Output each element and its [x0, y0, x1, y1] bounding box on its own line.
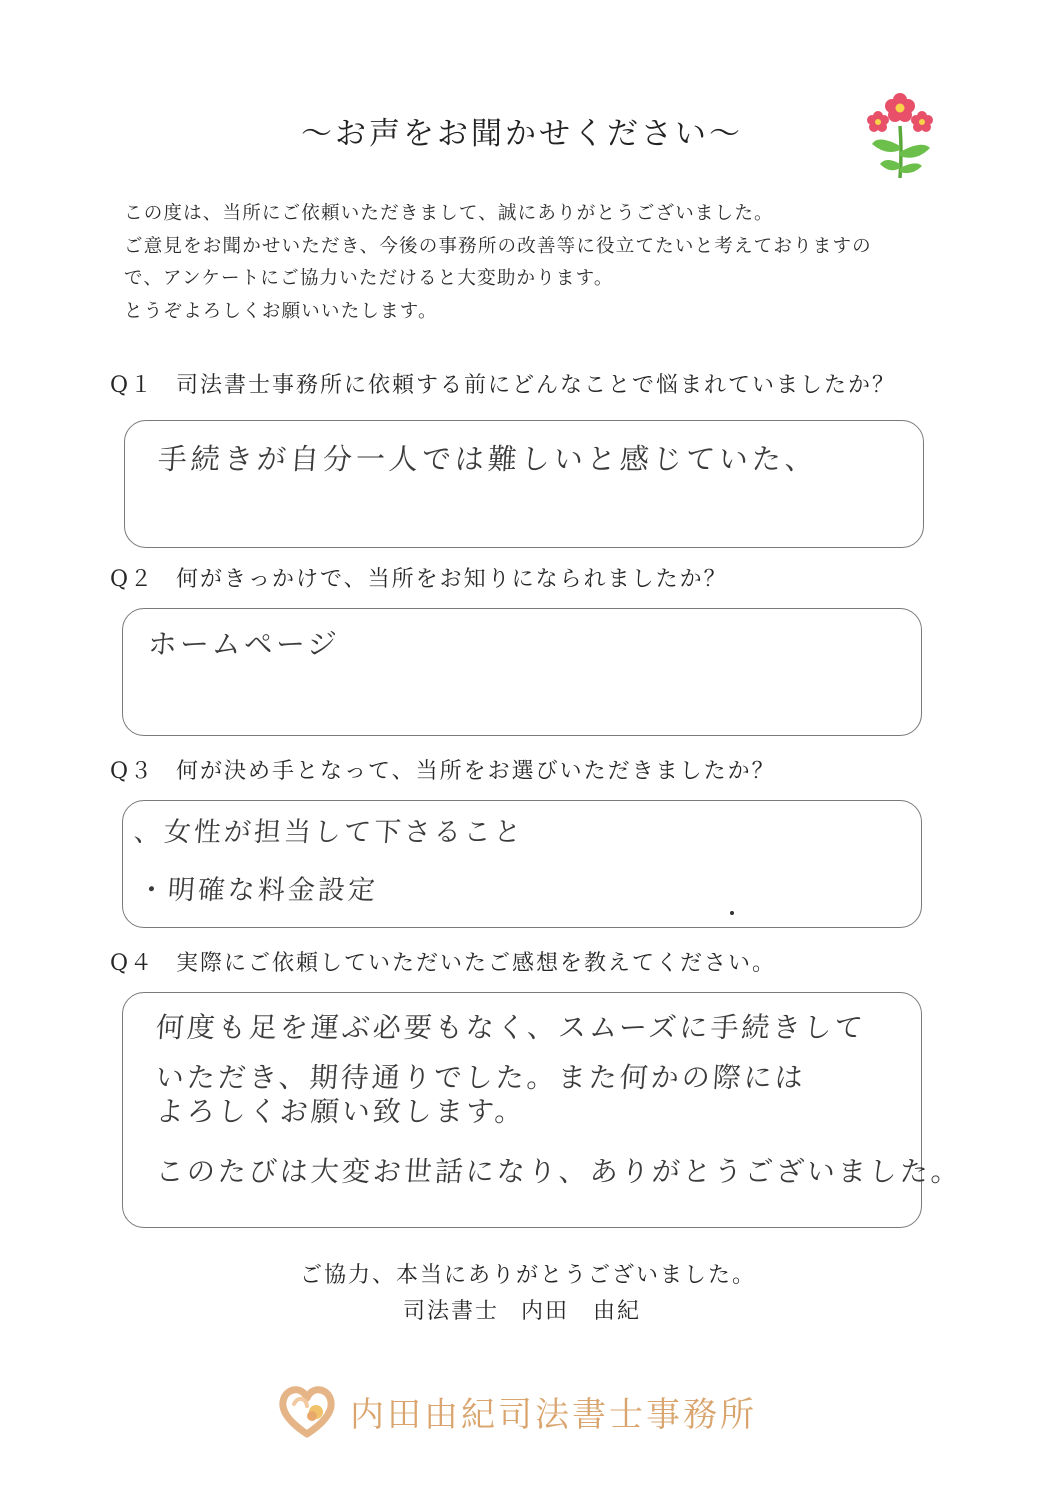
question-2	[110, 562, 728, 593]
closing-thanks: ご協力、本当にありがとうございました。	[299, 1263, 756, 1288]
answer-text: 何度も足を運ぶ必要もなく、スムーズに手続きして	[154, 1011, 867, 1044]
question-4	[110, 946, 776, 977]
question-number: Q３	[110, 759, 155, 784]
ink-dot	[730, 911, 734, 915]
page-title: ～お声をお聞かせください～	[301, 116, 743, 152]
question-text: 司法書士事務所に依頼する前にどんなことで悩まれていましたか？	[176, 373, 897, 398]
answer-text: このたびは大変お世話になり、ありがとうございました。	[154, 1155, 964, 1188]
answer-text: ・明確な料金設定	[136, 875, 379, 906]
flower-icon	[864, 86, 936, 182]
heart-logo-icon	[276, 1380, 338, 1442]
signature-title: 司法書士	[402, 1299, 499, 1324]
signature-name: 内田 由紀	[521, 1299, 642, 1324]
intro-line: とうぞよろしくお願いいたします。	[124, 300, 438, 322]
question-3	[110, 754, 776, 785]
question-number: Q２	[110, 567, 155, 592]
answer-text: 、女性が担当して下さること	[132, 817, 525, 848]
answer-text: 手続きが自分一人では難しいと感じていた、	[156, 442, 820, 476]
office-logo	[276, 1376, 757, 1446]
intro-line: この度は、当所にご依頼いただきまして、誠にありがとうございました。	[124, 203, 774, 224]
question-text: 実際にご依頼していただいたご感想を教えてください。	[176, 951, 777, 976]
answer-text: いただき、期待通りでした。また何かの際には	[154, 1061, 807, 1094]
answer-text: よろしくお願い致します。	[154, 1095, 527, 1128]
logo-text: 内田由紀司法書士事務所	[350, 1394, 757, 1435]
signature	[0, 1294, 1044, 1325]
intro-line: ご意見をお聞かせいただき、今後の事務所の改善等に役立てたいと考えておりますの	[124, 235, 872, 257]
question-number: Q４	[110, 951, 155, 976]
question-number: Q１	[110, 373, 155, 398]
question-text: 何が決め手となって、当所をお選びいただきましたか？	[176, 759, 776, 784]
answer-text: ホームページ	[146, 627, 341, 661]
intro-paragraph	[124, 198, 944, 328]
intro-line: で、アンケートにご協力いただけると大変助かります。	[124, 268, 614, 289]
question-text: 何がきっかけで、当所をお知りになられましたか？	[176, 567, 728, 592]
question-1	[110, 368, 896, 399]
